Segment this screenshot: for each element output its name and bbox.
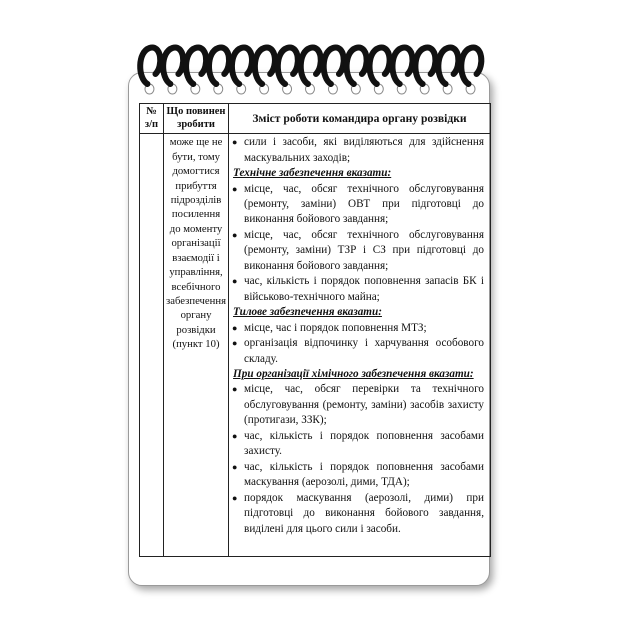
bullet-icon: ● <box>232 384 238 395</box>
list-item <box>232 491 484 537</box>
bullet-icon: ● <box>232 338 238 349</box>
list-item <box>232 182 484 228</box>
list-item <box>232 336 484 367</box>
spiral-ring <box>415 48 435 94</box>
bullet-icon: ● <box>232 137 238 148</box>
list-item-text: місце, час і порядок поповнення МТЗ; <box>244 321 427 334</box>
header-what-to-do: Що повинен зробити <box>164 104 229 134</box>
list-item-text: сили і засоби, які виділяються для здійснення маскувальних заходів; <box>244 136 484 164</box>
list-item-text: місце, час, обсяг перевірки та технічного обслуговування (ремонту, заміни) засобів захисту (протигази, ЗЗК); <box>244 383 484 427</box>
list-item <box>232 429 484 460</box>
spiral-ring <box>301 48 321 94</box>
content-cell <box>229 134 491 557</box>
list-item <box>232 274 484 305</box>
spiral-ring <box>232 48 252 94</box>
bullet-icon: ● <box>232 276 238 287</box>
list-item-text: місце, час, обсяг технічного обслуговування (ремонту, заміни) ТЗР і СЗ при підготовці до виконання бойового завдання; <box>244 228 484 272</box>
sections-list <box>232 166 484 537</box>
bullet-icon: ● <box>232 229 238 240</box>
bullet-icon: ● <box>232 430 238 441</box>
list-item <box>232 460 484 491</box>
spiral-binding <box>138 38 482 98</box>
list-item-text: час, кількість і порядок поповнення засобами маскування (аерозолі, дими, ТДА); <box>244 460 484 489</box>
bullet-icon: ● <box>232 461 238 472</box>
spiral-rings-icon <box>138 38 482 98</box>
intro-list <box>232 135 484 166</box>
bullet-icon: ● <box>232 492 238 503</box>
section-heading: При організації хімічного забезпечення вказати: <box>233 367 474 380</box>
what-to-do-cell: може ще не бути, тому домогтися прибуття підрозділів посилення до моменту організації взаємодії і управління, всебічного забезпечення органу розвідки (пункт 10) <box>164 134 229 557</box>
spiral-ring <box>255 48 275 94</box>
spiral-ring <box>163 48 183 94</box>
spiral-ring <box>324 48 344 94</box>
spiral-ring <box>438 48 458 94</box>
spiral-ring <box>347 48 367 94</box>
number-cell <box>140 134 164 557</box>
spiral-ring <box>209 48 229 94</box>
header-content: Зміст роботи командира органу розвідки <box>229 104 491 134</box>
list-item-text: організація відпочинку і харчування особового складу. <box>244 337 484 365</box>
bullet-icon: ● <box>232 322 238 333</box>
spiral-ring <box>392 48 412 94</box>
list-item <box>232 321 484 336</box>
instruction-table <box>139 103 491 557</box>
list-item-text: час, кількість і порядок поповнення засобами захисту. <box>244 429 484 458</box>
list-item <box>232 228 484 274</box>
spiral-ring <box>140 48 160 94</box>
section-heading: Технічне забезпечення вказати: <box>233 167 392 180</box>
section-heading: Тилове забезпечення вказати: <box>233 306 382 319</box>
spiral-ring <box>370 48 390 94</box>
list-item-text: місце, час, обсяг технічного обслуговування (ремонту, заміни) ОВТ при підготовці до виконання бойового завдання; <box>244 182 484 226</box>
list-item-text: порядок маскування (аерозолі, дими) при підготовці до виконання бойового завдання, виділені для цього сили і засоби. <box>244 491 484 535</box>
list-item-text: час, кількість і порядок поповнення запасів БК і військово-технічного майна; <box>244 275 484 303</box>
spiral-ring <box>461 48 481 94</box>
table-header-row <box>140 104 491 134</box>
header-number: № з/п <box>140 104 164 134</box>
spiral-ring <box>278 48 298 94</box>
list-item <box>232 135 484 166</box>
spiral-ring <box>186 48 206 94</box>
list-item <box>232 382 484 428</box>
table-body-row <box>140 134 491 557</box>
bullet-icon: ● <box>232 183 238 194</box>
